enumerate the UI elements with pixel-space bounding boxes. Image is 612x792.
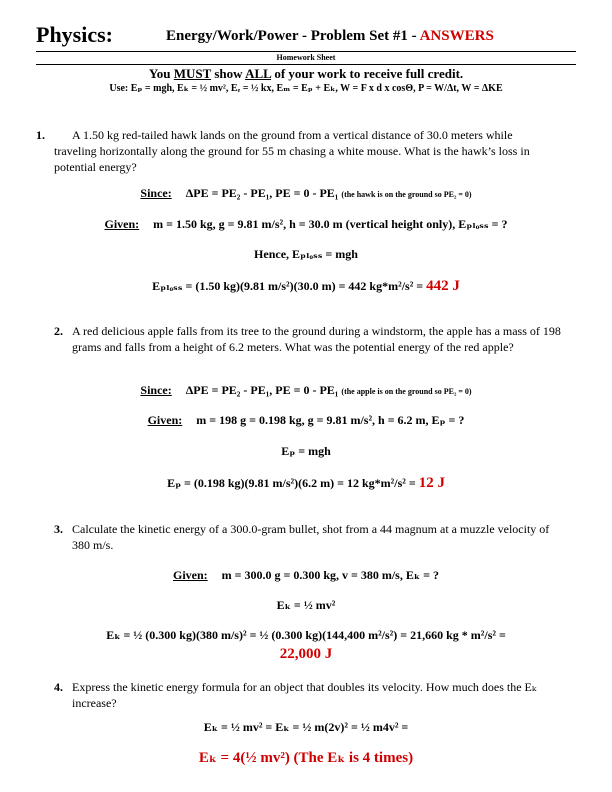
q4-step: Eₖ = ½ mv² = Eₖ = ½ m(2v)² = ½ m4v² = [203, 720, 409, 734]
question-text: Calculate the kinetic energy of a 300.0-gram bullet, shot from a 44 magnum at a muzzle velocity of 380 m/s. [72, 522, 550, 552]
since-note: (the hawk is on the ground so PE₂ = 0) [341, 190, 472, 199]
given-label: Given: [147, 413, 183, 427]
instructions-all: ALL [245, 66, 272, 81]
problem-set-title [166, 28, 494, 45]
instructions-suffix: of your work to receive full credit. [271, 66, 464, 81]
given-values: m = 198 g = 0.198 kg, g = 9.81 m/s², h = 6.2 m, Eₚ = ? [196, 413, 465, 427]
q2-since-line [0, 383, 612, 398]
given-values: m = 300.0 g = 0.300 kg, v = 380 m/s, Eₖ = ? [221, 568, 439, 582]
q2-given-line [0, 413, 612, 428]
homework-sheet-label: Homework Sheet [276, 53, 336, 62]
subheader-rule [36, 64, 576, 65]
question-text [54, 127, 554, 175]
q3-answer-value: 22,000 J [279, 646, 333, 662]
q3-calculation: Eₖ = ½ (0.300 kg)(380 m/s)² = ½ (0.300 kg)(144,400 m²/s²) = 21,660 kg * m²/s² = [106, 628, 506, 642]
page-header [36, 22, 574, 52]
since-equation: ΔPE = PE₂ - PE₁, PE = 0 - PE₁ [185, 383, 339, 397]
instructions [0, 66, 612, 82]
q1-step: Hence, Eₚₗₒₛₛ = mgh [254, 247, 358, 261]
instructions-must: MUST [173, 66, 212, 81]
question-text-body: A 1.50 kg red-tailed hawk lands on the ground from a vertical distance of 30.0 meters while traveling horizontally along the ground for 55 m chasing a white mouse. What is the hawk’s loss in potential energy? [54, 128, 530, 174]
given-label: Given: [173, 568, 208, 582]
question-number: 4. [54, 680, 63, 694]
question-number: 1. [36, 128, 45, 142]
since-note: (the apple is on the ground so PE₂ = 0) [341, 387, 472, 396]
since-label: Since: [140, 186, 172, 200]
question-text: A red delicious apple falls from its tree to the ground during a windstorm, the apple has a mass of 198 grams and falls from a height of 6.2 meters. What was the potential energy of the red apple? [72, 324, 561, 354]
subject-title: Physics: [36, 22, 113, 47]
answer-value: 442 J [426, 278, 460, 294]
question-number: 2. [54, 324, 63, 338]
q4-answer-value: Eₖ = 4(½ mv²) (The Eₖ is 4 times) [198, 750, 414, 766]
q1-calculation [0, 278, 612, 295]
problem-set-name: Energy/Work/Power - Problem Set #1 - [166, 28, 420, 44]
q2-calculation [0, 475, 612, 492]
calculation: Eₚ = (0.198 kg)(9.81 m/s²)(6.2 m) = 12 kg*m²/s² = [167, 476, 419, 490]
q1-given-line [0, 217, 612, 232]
answer-value: 12 J [418, 475, 445, 491]
calculation: Eₚₗₒₛₛ = (1.50 kg)(9.81 m/s²)(30.0 m) = 442 kg*m²/s² = [152, 279, 427, 293]
question-number: 3. [54, 522, 63, 536]
given-label: Given: [104, 217, 140, 231]
header-rule [36, 51, 576, 52]
since-equation: ΔPE = PE₂ - PE₁, PE = 0 - PE₁ [185, 186, 339, 200]
instructions-mid: show [211, 66, 246, 81]
q1-since-line [0, 186, 612, 201]
since-label: Since: [140, 383, 172, 397]
q3-step: Eₖ = ½ mv² [276, 598, 336, 612]
q3-given-line [0, 568, 612, 583]
answers-label: ANSWERS [419, 28, 494, 44]
instructions-prefix: You [148, 66, 174, 81]
formula-list: Use: Eₚ = mgh, Eₖ = ½ mv², Eₑ = ½ kx, Eₘ = Eₚ + Eₖ, W = F x d x cosΘ, P = W/Δt, W = ΔKE [109, 83, 503, 94]
given-values: m = 1.50 kg, g = 9.81 m/s², h = 30.0 m (vertical height only), Eₚₗₒₛₛ = ? [153, 217, 508, 231]
question-text: Express the kinetic energy formula for an object that doubles its velocity. How much does the Eₖ increase? [72, 680, 537, 710]
q2-step: Eₚ = mgh [281, 444, 331, 458]
